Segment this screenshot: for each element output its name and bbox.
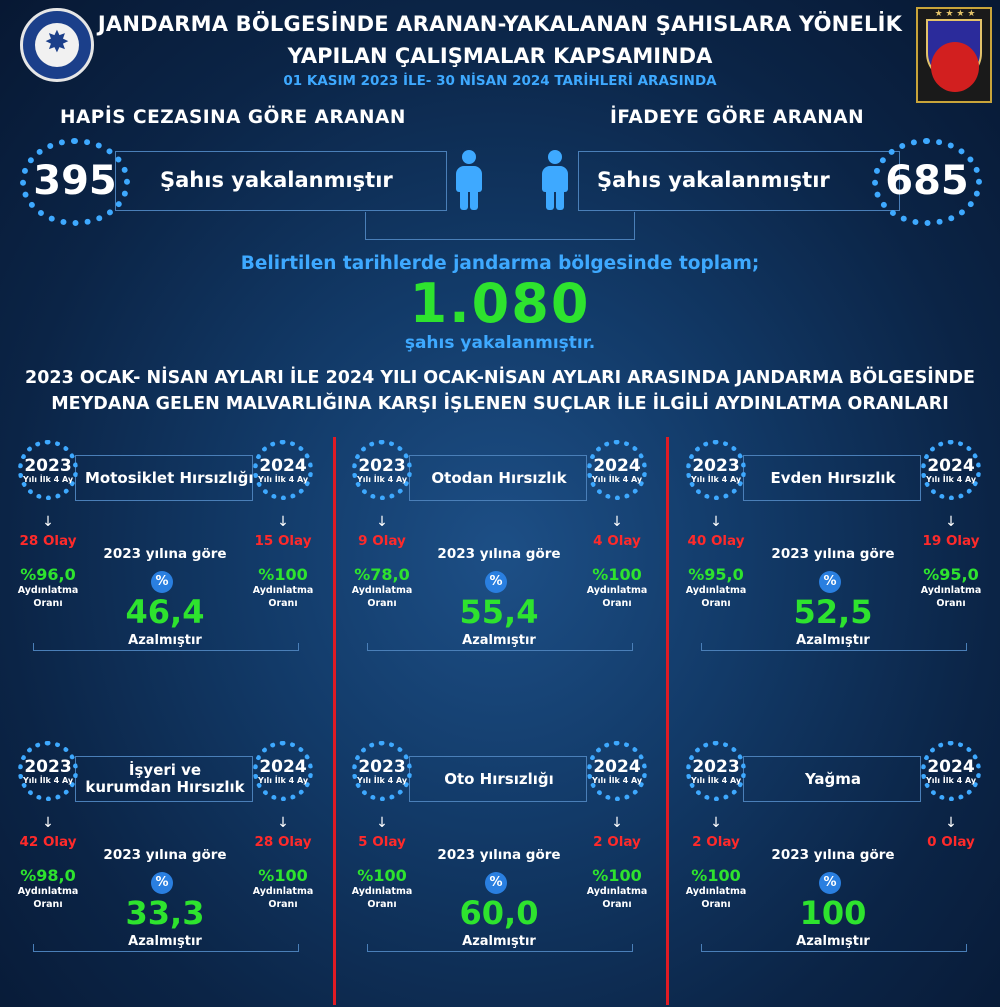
decreased-label: Azalmıştır xyxy=(128,633,202,648)
percent-icon: % xyxy=(819,571,841,593)
year-2023: 2023 xyxy=(358,456,406,476)
category-label: Yağma xyxy=(804,770,862,788)
rate-label-line2: Oranı xyxy=(701,899,731,910)
year-2023: 2023 xyxy=(24,757,72,777)
rate-2024: %100 xyxy=(258,565,308,584)
section-title-line1: 2023 OCAK- NİSAN AYLARI İLE 2024 YILI OCAK-NİSAN AYLARI ARASINDA JANDARMA BÖLGESİNDE xyxy=(25,368,975,388)
arrow-down-icon: ↓ xyxy=(376,514,388,530)
period-label: Yılı İlk 4 Ay xyxy=(258,776,309,785)
main-title-line2: YAPILAN ÇALIŞMALAR KAPSAMINDA xyxy=(287,44,713,68)
rate-label-line1: Aydınlatma xyxy=(685,585,747,596)
rate-2024-label xyxy=(582,885,652,911)
arrow-down-icon: ↓ xyxy=(945,514,957,530)
year-2023: 2023 xyxy=(24,456,72,476)
rate-2023-label xyxy=(13,885,83,911)
main-title-line1: JANDARMA BÖLGESİNDE ARANAN-YAKALANAN ŞAHISLARA YÖNELİK xyxy=(97,12,903,36)
decrease-value: 55,4 xyxy=(459,593,539,631)
rate-2024: %100 xyxy=(592,866,642,885)
decrease-value: 52,5 xyxy=(793,593,873,631)
percent-icon: % xyxy=(485,872,507,894)
year-2023-circle xyxy=(352,440,412,500)
decrease-value: 100 xyxy=(799,894,867,932)
olay-2024: 28 Olay xyxy=(254,834,312,850)
olay-2024: 15 Olay xyxy=(254,533,312,549)
olay-2024: 2 Olay xyxy=(593,834,641,850)
compare-label: 2023 yılına göre xyxy=(437,546,561,562)
arrow-down-icon: ↓ xyxy=(710,815,722,831)
rate-2023-label xyxy=(13,584,83,610)
year-2023-circle xyxy=(18,440,78,500)
year-2023-circle xyxy=(686,440,746,500)
year-2024: 2024 xyxy=(259,456,307,476)
rate-label-line1: Aydınlatma xyxy=(586,886,648,897)
olay-2023: 2 Olay xyxy=(692,834,740,850)
rate-2024-label xyxy=(248,885,318,911)
decreased-label: Azalmıştır xyxy=(462,934,536,949)
rate-2024-label xyxy=(916,584,986,610)
category-label: Otodan Hırsızlık xyxy=(431,469,567,487)
panel-base-bracket xyxy=(701,944,967,952)
year-2024-circle xyxy=(253,741,313,801)
rate-label-line1: Aydınlatma xyxy=(252,886,314,897)
panel-base-bracket xyxy=(33,944,299,952)
olay-2024: 19 Olay xyxy=(922,533,980,549)
left-count: 395 xyxy=(33,158,117,204)
olay-2023: 28 Olay xyxy=(19,533,77,549)
decreased-label: Azalmıştır xyxy=(796,934,870,949)
rate-2023: %78,0 xyxy=(354,565,410,584)
olay-2023: 9 Olay xyxy=(358,533,406,549)
rate-label-line1: Aydınlatma xyxy=(351,585,413,596)
rate-label-line2: Oranı xyxy=(367,598,397,609)
rate-2023-label xyxy=(347,885,417,911)
person-icon xyxy=(540,150,570,212)
connector-bracket xyxy=(365,212,635,240)
jandarma-logo: ★ ★ ★ ★ xyxy=(916,7,992,103)
rate-label-line2: Oranı xyxy=(268,598,298,609)
panel-base-bracket xyxy=(367,643,633,651)
rate-label-line2: Oranı xyxy=(936,598,966,609)
year-2024-circle xyxy=(587,440,647,500)
category-label: İşyeri ve kurumdan Hırsızlık xyxy=(85,761,245,796)
arrow-down-icon: ↓ xyxy=(277,815,289,831)
year-2024: 2024 xyxy=(259,757,307,777)
rate-label-line1: Aydınlatma xyxy=(17,585,79,596)
total-count: 1.080 xyxy=(409,272,591,335)
alanya-kaymakamligi-logo: ✸ xyxy=(20,8,94,82)
rate-label-line2: Oranı xyxy=(33,598,63,609)
right-box-text: Şahıs yakalanmıştır xyxy=(597,168,830,192)
rate-label-line2: Oranı xyxy=(33,899,63,910)
person-icon xyxy=(454,150,484,212)
rate-label-line1: Aydınlatma xyxy=(586,585,648,596)
period-label: Yılı İlk 4 Ay xyxy=(592,475,643,484)
year-2023: 2023 xyxy=(692,456,740,476)
arrow-down-icon: ↓ xyxy=(710,514,722,530)
period-label: Yılı İlk 4 Ay xyxy=(592,776,643,785)
arrow-down-icon: ↓ xyxy=(42,514,54,530)
divider-line xyxy=(333,437,336,1005)
period-label: Yılı İlk 4 Ay xyxy=(23,776,74,785)
year-2024: 2024 xyxy=(593,456,641,476)
compare-label: 2023 yılına göre xyxy=(103,847,227,863)
rate-label-line1: Aydınlatma xyxy=(252,585,314,596)
divider-line xyxy=(666,437,669,1005)
compare-label: 2023 yılına göre xyxy=(437,847,561,863)
rate-label-line2: Oranı xyxy=(268,899,298,910)
arrow-down-icon: ↓ xyxy=(611,514,623,530)
year-2024-circle xyxy=(587,741,647,801)
percent-icon: % xyxy=(485,571,507,593)
right-heading: İFADEYE GÖRE ARANAN xyxy=(610,107,865,128)
category-label: Oto Hırsızlığı xyxy=(444,770,554,788)
panel-base-bracket xyxy=(367,944,633,952)
year-2024-circle xyxy=(921,741,981,801)
period-label: Yılı İlk 4 Ay xyxy=(23,475,74,484)
olay-2023: 40 Olay xyxy=(687,533,745,549)
arrow-down-icon: ↓ xyxy=(42,815,54,831)
arrow-down-icon: ↓ xyxy=(376,815,388,831)
right-count: 685 xyxy=(885,158,969,204)
rate-label-line2: Oranı xyxy=(367,899,397,910)
year-2023-circle xyxy=(18,741,78,801)
year-2023: 2023 xyxy=(692,757,740,777)
decreased-label: Azalmıştır xyxy=(462,633,536,648)
year-2024-circle xyxy=(253,440,313,500)
decrease-value: 60,0 xyxy=(459,894,539,932)
date-range: 01 KASIM 2023 İLE- 30 NİSAN 2024 TARİHLERİ ARASINDA xyxy=(283,73,717,89)
period-label: Yılı İlk 4 Ay xyxy=(258,475,309,484)
arrow-down-icon: ↓ xyxy=(277,514,289,530)
olay-2024: 0 Olay xyxy=(927,834,975,850)
rate-label-line2: Oranı xyxy=(602,899,632,910)
panel-base-bracket xyxy=(33,643,299,651)
rate-label-line1: Aydınlatma xyxy=(17,886,79,897)
rate-2023: %98,0 xyxy=(20,866,76,885)
total-suffix: şahıs yakalanmıştır. xyxy=(404,333,596,353)
rate-label-line1: Aydınlatma xyxy=(351,886,413,897)
year-2024: 2024 xyxy=(927,456,975,476)
percent-icon: % xyxy=(151,872,173,894)
arrow-down-icon: ↓ xyxy=(945,815,957,831)
period-label: Yılı İlk 4 Ay xyxy=(691,776,742,785)
rate-2023-label xyxy=(681,584,751,610)
category-label: Evden Hırsızlık xyxy=(770,469,896,487)
rate-2023-label xyxy=(681,885,751,911)
section-title-line2: MEYDANA GELEN MALVARLIĞINA KARŞI İŞLENEN SUÇLAR İLE İLGİLİ AYDINLATMA ORANLARI xyxy=(51,394,949,414)
rate-2024-label xyxy=(582,584,652,610)
compare-label: 2023 yılına göre xyxy=(771,847,895,863)
decrease-value: 46,4 xyxy=(125,593,205,631)
arrow-down-icon: ↓ xyxy=(611,815,623,831)
category-label: Motosiklet Hırsızlığı xyxy=(85,469,254,487)
rate-label-line1: Aydınlatma xyxy=(920,585,982,596)
decreased-label: Azalmıştır xyxy=(796,633,870,648)
rate-label-line2: Oranı xyxy=(701,598,731,609)
total-intro: Belirtilen tarihlerde jandarma bölgesinde toplam; xyxy=(240,253,760,274)
olay-2024: 4 Olay xyxy=(593,533,641,549)
left-box-text: Şahıs yakalanmıştır xyxy=(160,168,393,192)
rate-2024: %100 xyxy=(592,565,642,584)
rate-2023-label xyxy=(347,584,417,610)
olay-2023: 5 Olay xyxy=(358,834,406,850)
period-label: Yılı İlk 4 Ay xyxy=(357,776,408,785)
rate-2023: %95,0 xyxy=(688,565,744,584)
year-2024: 2024 xyxy=(927,757,975,777)
decrease-value: 33,3 xyxy=(125,894,205,932)
period-label: Yılı İlk 4 Ay xyxy=(691,475,742,484)
year-2023-circle xyxy=(686,741,746,801)
year-2024: 2024 xyxy=(593,757,641,777)
panel-base-bracket xyxy=(701,643,967,651)
period-label: Yılı İlk 4 Ay xyxy=(357,475,408,484)
rate-2024: %100 xyxy=(258,866,308,885)
rate-label-line2: Oranı xyxy=(602,598,632,609)
rate-2024-label xyxy=(248,584,318,610)
left-heading: HAPİS CEZASINA GÖRE ARANAN xyxy=(60,107,406,128)
period-label: Yılı İlk 4 Ay xyxy=(926,475,977,484)
decreased-label: Azalmıştır xyxy=(128,934,202,949)
compare-label: 2023 yılına göre xyxy=(771,546,895,562)
percent-icon: % xyxy=(151,571,173,593)
rate-2023: %100 xyxy=(691,866,741,885)
year-2023: 2023 xyxy=(358,757,406,777)
rate-label-line1: Aydınlatma xyxy=(685,886,747,897)
rate-2023: %96,0 xyxy=(20,565,76,584)
olay-2023: 42 Olay xyxy=(19,834,77,850)
period-label: Yılı İlk 4 Ay xyxy=(926,776,977,785)
year-2024-circle xyxy=(921,440,981,500)
year-2023-circle xyxy=(352,741,412,801)
rate-2023: %100 xyxy=(357,866,407,885)
rate-2024: %95,0 xyxy=(923,565,979,584)
compare-label: 2023 yılına göre xyxy=(103,546,227,562)
percent-icon: % xyxy=(819,872,841,894)
